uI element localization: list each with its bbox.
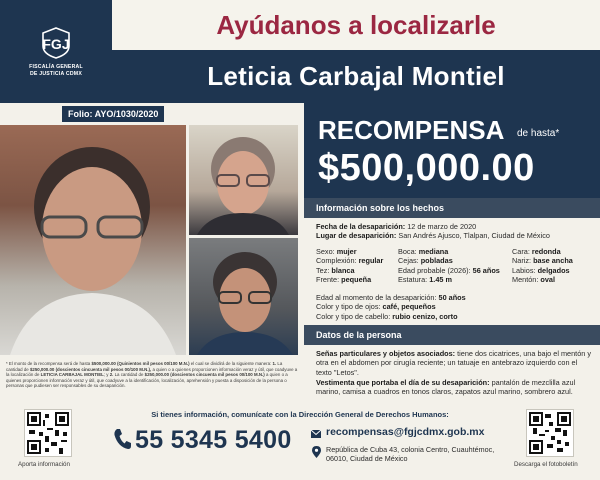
qr-code-icon[interactable] <box>25 410 71 456</box>
folio-bar <box>0 103 304 125</box>
reward-footnote <box>6 361 298 389</box>
facts-section-title: Información sobre los hechos <box>304 198 600 218</box>
contact-info-line: Si tienes información, comunícate con la Dirección General de Derechos Humanos: <box>151 410 449 419</box>
email-icon <box>311 430 321 438</box>
date-value: 12 de marzo de 2020 <box>407 222 477 231</box>
clothing-description <box>316 378 594 397</box>
location-pin-icon <box>312 446 321 458</box>
place-value: San Andrés Ajusco, Tlalpan, Ciudad de México <box>398 231 550 241</box>
footnote-text: La cantidad de <box>113 372 145 378</box>
phone-number[interactable]: 55 5345 5400 <box>135 426 292 454</box>
trait-label: Cejas: <box>398 256 419 266</box>
person-name-bar <box>112 50 600 103</box>
trait-value: oval <box>540 274 556 284</box>
reward-label: RECOMPENSA <box>318 115 505 145</box>
footnote-bold: $500,000.00 (Quinientos mil pesos 00/100 M.N.) <box>91 361 190 366</box>
folio-number: Folio: AYO/1030/2020 <box>62 106 164 122</box>
trait-label: Complexión: <box>316 256 357 266</box>
fgj-logo-icon <box>39 26 73 60</box>
eyes-value: café, pequeños <box>382 302 436 312</box>
trait-value: pequeña <box>341 274 372 284</box>
portrait-3-icon <box>189 238 298 355</box>
trait-value: base ancha <box>533 256 573 266</box>
photo-secondary-2 <box>189 238 298 355</box>
trait-label: Boca: <box>398 247 417 256</box>
traits-column-2 <box>398 247 508 284</box>
contact-section <box>0 403 600 480</box>
trait-label: Estatura: <box>398 274 428 284</box>
reward-amount: $500,000.00 <box>318 147 535 189</box>
trait-value: 1.45 m <box>429 274 452 284</box>
trait-value: pobladas <box>420 256 453 266</box>
photo-secondary-1 <box>189 125 298 235</box>
person-name: Leticia Carbajal Montiel <box>207 61 505 91</box>
phone-icon <box>112 427 132 451</box>
org-name <box>29 64 83 77</box>
footnote-bold: $250,000.00 (doscientos cincuenta mil pesos 00/100 M.N.) <box>144 372 265 378</box>
person-section-title: Datos de la persona <box>304 325 600 345</box>
trait-label: Labios: <box>512 265 536 275</box>
qr-right-caption: Descarga el fotoboletín <box>514 461 578 468</box>
trait-value: blanca <box>331 265 355 275</box>
footnote-text: * El monto de la recompensa será de hasta <box>6 361 92 366</box>
footnote-text: a quien o a quienes proporcionen información veraz y útil, que coadyuve a la identificación, localización, aprehensión y puesta a disposición de la persona o personas que pudiesen ser responsables de su desaparición. <box>6 372 288 389</box>
clothes-label: Vestimenta que portaba el día de su desaparición: <box>316 378 490 387</box>
age-label: Edad al momento de la desaparición: <box>316 293 437 302</box>
clothes-value: pantalón de mezclilla azul marino, camisa a cuadros en tonos claros, zapatos azul marino, sombrero azul. <box>316 378 576 397</box>
org-line-2: DE JUSTICIA CDMX <box>29 70 82 77</box>
signs-label: Señas particulares y objetos asociados: <box>316 349 456 358</box>
hair-value: rubio cenizo, corto <box>392 311 458 321</box>
trait-value: regular <box>358 256 384 266</box>
trait-value: mujer <box>336 247 357 256</box>
trait-label: Edad probable (2026): <box>398 265 471 275</box>
footnote-bold: 2. <box>109 372 114 378</box>
trait-value: redonda <box>531 247 561 256</box>
trait-label: Frente: <box>316 274 340 284</box>
disappearance-info <box>316 222 596 241</box>
signs-value: tiene dos cicatrices, una bajo el mentón y otra en el abdomen por cirugía reciente; un tatuaje en antebrazo izquierdo con el texto "Letos". <box>316 349 591 377</box>
traits-column-1 <box>316 247 411 284</box>
trait-label: Nariz: <box>512 256 532 266</box>
portrait-main-icon <box>0 125 186 355</box>
logo <box>0 0 112 103</box>
traits-column-3 <box>512 247 600 284</box>
qr-left-caption: Aporta información <box>18 461 70 468</box>
office-address: República de Cuba 43, colonia Centro, Cuauhtémoc, 06010, Ciudad de México <box>326 445 495 464</box>
eyes-label: Color y tipo de ojos: <box>316 302 381 312</box>
trait-label: Mentón: <box>512 274 539 284</box>
reward-sub: de hasta* <box>517 128 560 139</box>
svg-text:FGJ: FGJ <box>42 36 70 52</box>
extra-traits <box>316 293 596 321</box>
trait-label: Sexo: <box>316 247 335 256</box>
trait-value: mediana <box>418 247 449 256</box>
footnote-text: a quien o a quienes proporcionen información veraz y útil, que coadyuve a la localización de <box>6 366 298 378</box>
distinguishing-marks <box>316 349 594 377</box>
place-label: Lugar de desaparición: <box>316 231 397 241</box>
trait-value: delgados <box>537 265 570 275</box>
trait-label: Tez: <box>316 265 330 275</box>
footnote-bold: LETICIA CARBAJAL MONTIEL <box>40 372 104 378</box>
email-address[interactable]: recompensas@fgjcdmx.gob.mx <box>326 426 485 438</box>
age-value: 50 años <box>438 293 466 302</box>
headline-text: Ayúdanos a localizarle <box>216 9 496 40</box>
trait-label: Cara: <box>512 247 530 256</box>
trait-value: 56 años <box>472 265 500 275</box>
headline <box>112 0 600 50</box>
portrait-2-icon <box>189 125 298 235</box>
qr-code-icon[interactable] <box>527 410 573 456</box>
footnote-text: ; y <box>103 372 110 378</box>
photo-main <box>0 125 186 355</box>
date-label: Fecha de la desaparición: <box>316 222 406 231</box>
reward-panel <box>304 103 600 198</box>
footnote-bold: 1. <box>272 361 277 366</box>
footnote-text: La cantidad de <box>6 361 283 372</box>
footnote-bold: $250,000.00 (doscientos cincuenta mil pesos 00/100 M.N.), <box>29 366 152 372</box>
hair-label: Color y tipo de cabello: <box>316 311 391 321</box>
org-line-1: FISCALÍA GENERAL <box>29 64 83 70</box>
footnote-text: el cual se dividirá de la siguiente manera: <box>189 361 273 366</box>
